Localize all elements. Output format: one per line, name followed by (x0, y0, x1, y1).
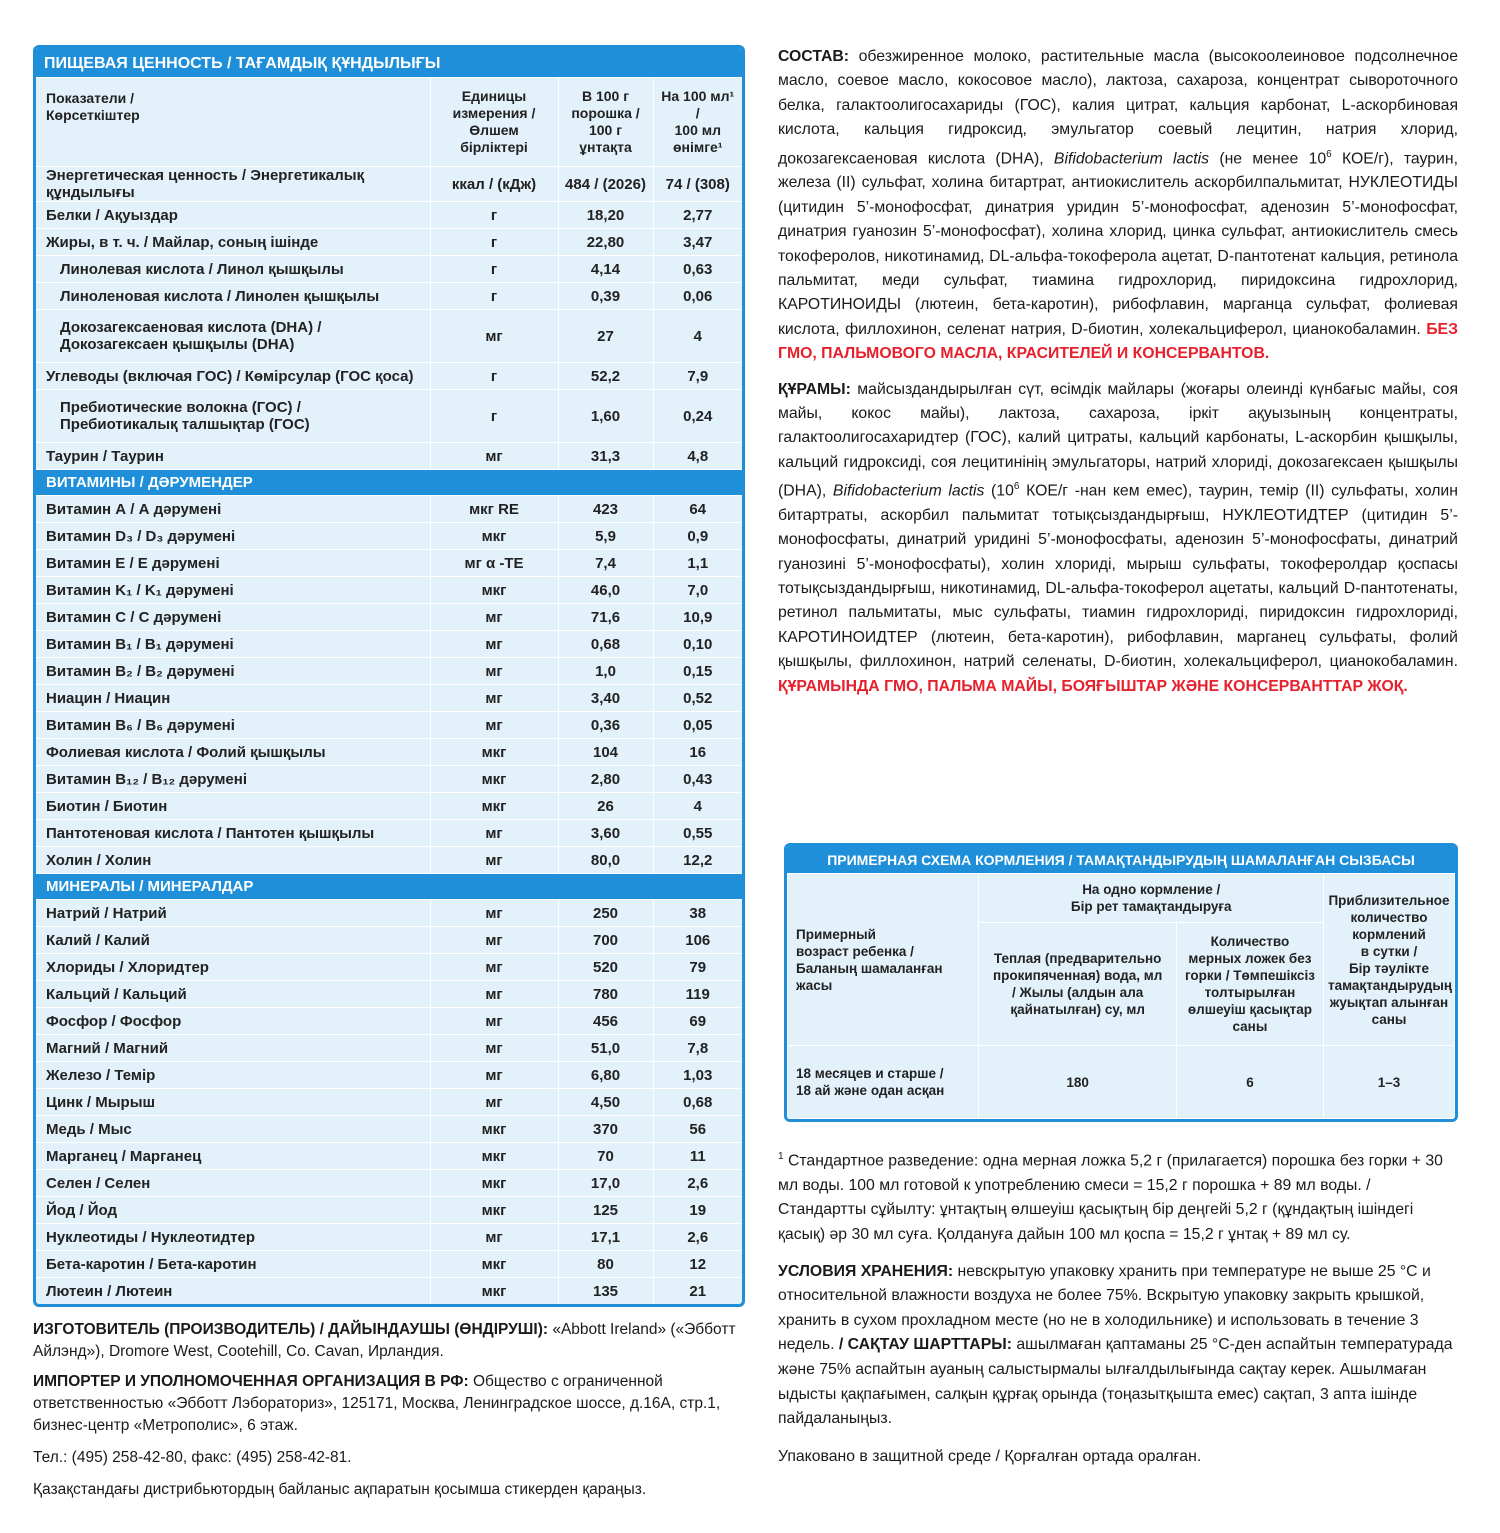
nutrient-unit: мг (430, 900, 558, 927)
nutrient-per-100ml: 7,8 (653, 1035, 742, 1062)
nutrition-row (36, 363, 742, 390)
nutrition-row (36, 900, 742, 927)
nutrition-row (36, 658, 742, 685)
nutrient-unit: мг α -TE (430, 550, 558, 577)
nutrient-name: Витамин B₆ / B₆ дәрумені (36, 712, 430, 739)
distributor-note: Қазақстандағы дистрибьютордың байланыс ақпаратын қосымша стикерден қараңыз. (33, 1481, 647, 1498)
nutrient-unit: мкг (430, 1197, 558, 1224)
nutrient-unit: г (430, 256, 558, 283)
nutrient-per-100ml: 12 (653, 1251, 742, 1278)
nutrient-name: Докозагексаеновая кислота (DHA) / Докозагексаен қышқылы (DHA) (36, 310, 430, 363)
nutrition-row (36, 1116, 742, 1143)
nutrient-per-100g: 26 (558, 793, 653, 820)
nutrient-per-100g: 520 (558, 954, 653, 981)
nutrient-unit: мкг RE (430, 496, 558, 523)
nutrient-per-100g: 52,2 (558, 363, 653, 390)
nutrient-per-100g: 17,0 (558, 1170, 653, 1197)
nutrient-per-100ml: 56 (653, 1116, 742, 1143)
nutrient-name: Холин / Холин (36, 847, 430, 874)
feeding-grid (787, 873, 1455, 1119)
nutrient-unit: мкг (430, 793, 558, 820)
nutrient-per-100ml: 79 (653, 954, 742, 981)
nutrient-name: Железо / Темір (36, 1062, 430, 1089)
nutrient-name: Селен / Селен (36, 1170, 430, 1197)
manufacturer-paragraph: ИЗГОТОВИТЕЛЬ (ПРОИЗВОДИТЕЛЬ) / ДАЙЫНДАУШЫ (ӨНДІРУШІ): «Abbott Ireland» («Эбботт Айлэнд»), Dromore West, Cootehill, Co. Cavan, Ирландия. (33, 1321, 736, 1360)
nutrition-title: ПИЩЕВАЯ ЦЕННОСТЬ / ТАҒАМДЫҚ ҚҰНДЫЛЫҒЫ (36, 48, 742, 77)
feeding-age-header: Примерный возраст ребенка / Баланың шамаланған жасы (788, 874, 979, 1046)
nutrient-per-100ml: 0,52 (653, 685, 742, 712)
nutrient-per-100ml: 0,63 (653, 256, 742, 283)
nutrition-row (36, 820, 742, 847)
nutrient-unit: мг (430, 981, 558, 1008)
nutrient-unit: мкг (430, 1143, 558, 1170)
nutrient-name: Углеводы (включая ГОС) / Көмірсулар (ГОС қоса) (36, 363, 430, 390)
nutrient-per-100ml: 0,9 (653, 523, 742, 550)
nutrient-per-100ml: 0,55 (653, 820, 742, 847)
nutrition-row (36, 1251, 742, 1278)
nutrition-row (36, 631, 742, 658)
nutrition-row (36, 739, 742, 766)
nutrient-unit: мг (430, 1062, 558, 1089)
nutrient-name: Пребиотические волокна (ГОС) / Пребиотикалық талшықтар (ГОС) (36, 390, 430, 443)
nutrient-per-100ml: 3,47 (653, 229, 742, 256)
feeding-header-row-1 (788, 874, 1455, 923)
nutrient-per-100g: 0,68 (558, 631, 653, 658)
nutrient-unit: мкг (430, 523, 558, 550)
nutrient-unit: мг (430, 443, 558, 470)
header-per-100g: В 100 г порошка / 100 г ұнтақта (558, 78, 653, 167)
nutrition-row (36, 229, 742, 256)
nutrition-row (36, 390, 742, 443)
nutrition-row (36, 712, 742, 739)
nutrient-per-100g: 456 (558, 1008, 653, 1035)
feeding-scoops-header: Количество мерных ложек без горки / Төмпешіксіз толтырылған өлшеуіш қасықтар саны (1176, 923, 1323, 1046)
nutrient-name: Витамин B₁₂ / B₁₂ дәрумені (36, 766, 430, 793)
nutrient-name: Витамин D₃ / D₃ дәрумені (36, 523, 430, 550)
nutrient-per-100ml: 1,03 (653, 1062, 742, 1089)
feeding-scoops: 6 (1176, 1046, 1323, 1119)
nutrient-name: Таурин / Таурин (36, 443, 430, 470)
nutrient-per-100ml: 106 (653, 927, 742, 954)
header-per-100ml: На 100 мл¹ / 100 мл өнімге¹ (653, 78, 742, 167)
nutrient-name: Цинк / Мырыш (36, 1089, 430, 1116)
nutrient-name: Йод / Йод (36, 1197, 430, 1224)
nutrient-per-100ml: 0,06 (653, 283, 742, 310)
nutrition-grid (36, 77, 742, 1304)
nutrient-name: Линолевая кислота / Линол қышқылы (36, 256, 430, 283)
nutrient-per-100ml: 64 (653, 496, 742, 523)
nutrition-row (36, 766, 742, 793)
nutrient-per-100g: 104 (558, 739, 653, 766)
contacts: Тел.: (495) 258-42-80, факс: (495) 258-42-81. (33, 1449, 352, 1466)
nutrient-per-100ml: 0,10 (653, 631, 742, 658)
nutrient-per-100g: 4,14 (558, 256, 653, 283)
nutrient-name: Калий / Калий (36, 927, 430, 954)
feeding-feeds-header: Приблизительное количество кормлений в сутки / Бір тәулікте тамақтандырудың жуықтап алынған саны (1324, 874, 1455, 1046)
feeding-title: ПРИМЕРНАЯ СХЕМА КОРМЛЕНИЯ / ТАМАҚТАНДЫРУДЫҢ ШАМАЛАНҒАН СЫЗБАСЫ (787, 846, 1455, 873)
nutrient-name: Биотин / Биотин (36, 793, 430, 820)
nutrition-row (36, 1224, 742, 1251)
nutrient-per-100g: 80 (558, 1251, 653, 1278)
nutrient-unit: мг (430, 310, 558, 363)
nutrient-unit: г (430, 283, 558, 310)
nutrient-unit: мг (430, 954, 558, 981)
nutrient-per-100ml: 21 (653, 1278, 742, 1305)
nutrient-per-100g: 4,50 (558, 1089, 653, 1116)
nutrient-unit: мкг (430, 1170, 558, 1197)
nutrition-table (33, 45, 745, 1307)
nutrient-unit: ккал / (кДж) (430, 167, 558, 202)
nutrient-per-100ml: 19 (653, 1197, 742, 1224)
packed-note: Упаковано в защитной среде / Қорғалған ортада оралған. (778, 1447, 1202, 1465)
nutrient-name: Витамин B₁ / B₁ дәрумені (36, 631, 430, 658)
nutrient-name: Медь / Мыс (36, 1116, 430, 1143)
nutrition-row (36, 550, 742, 577)
nutrient-unit: г (430, 202, 558, 229)
nutrient-per-100g: 51,0 (558, 1035, 653, 1062)
nutrient-per-100g: 7,4 (558, 550, 653, 577)
nutrient-per-100g: 125 (558, 1197, 653, 1224)
nutrient-name: Пантотеновая кислота / Пантотен қышқылы (36, 820, 430, 847)
nutrient-unit: мг (430, 820, 558, 847)
nutrient-per-100g: 5,9 (558, 523, 653, 550)
nutrition-row (36, 202, 742, 229)
nutrient-per-100g: 18,20 (558, 202, 653, 229)
nutrient-unit: мг (430, 1008, 558, 1035)
nutrient-per-100g: 2,80 (558, 766, 653, 793)
nutrient-unit: мг (430, 1035, 558, 1062)
nutrient-per-100ml: 74 / (308) (653, 167, 742, 202)
nutrient-per-100g: 22,80 (558, 229, 653, 256)
nutrient-unit: мг (430, 604, 558, 631)
nutrient-per-100g: 46,0 (558, 577, 653, 604)
nutrient-per-100g: 0,39 (558, 283, 653, 310)
feeding-scheme (784, 843, 1458, 1122)
nutrition-row (36, 1143, 742, 1170)
nutrient-name: Натрий / Натрий (36, 900, 430, 927)
nutrition-row (36, 685, 742, 712)
nutrition-row (36, 847, 742, 874)
nutrition-header-row (36, 78, 742, 167)
nutrient-name: Фолиевая кислота / Фолий қышқылы (36, 739, 430, 766)
nutrient-name: Жиры, в т. ч. / Майлар, соның ішінде (36, 229, 430, 256)
nutrition-row (36, 1278, 742, 1305)
manufacturer-info (33, 1319, 745, 1501)
nutrient-per-100ml: 7,9 (653, 363, 742, 390)
nutrition-row (36, 523, 742, 550)
nutrition-row (36, 283, 742, 310)
importer-paragraph: ИМПОРТЕР И УПОЛНОМОЧЕННАЯ ОРГАНИЗАЦИЯ В РФ: Общество с ограниченной ответственностью «Эбботт Лэбораториз», 125171, Москва, Ленинградское шоссе, д.16А, стр.1, бизнес-центр «Метрополис», 6 этаж. (33, 1373, 721, 1434)
nutrient-per-100g: 1,60 (558, 390, 653, 443)
nutrient-per-100g: 70 (558, 1143, 653, 1170)
nutrition-row (36, 981, 742, 1008)
nutrient-per-100ml: 0,43 (653, 766, 742, 793)
nutrient-per-100ml: 0,24 (653, 390, 742, 443)
nutrient-per-100ml: 2,77 (653, 202, 742, 229)
nutrition-row (36, 496, 742, 523)
nutrient-per-100ml: 0,68 (653, 1089, 742, 1116)
nutrient-per-100g: 27 (558, 310, 653, 363)
nutrient-name: Марганец / Марганец (36, 1143, 430, 1170)
nutrient-per-100g: 250 (558, 900, 653, 927)
nutrient-unit: г (430, 363, 558, 390)
nutrient-name: Фосфор / Фосфор (36, 1008, 430, 1035)
storage-conditions: УСЛОВИЯ ХРАНЕНИЯ: невскрытую упаковку хранить при температуре не выше 25 °С и относительной влажности воздуха не более 75%. Вскрытую упаковку закрыть крышкой, хранить в сухом прохладном месте (но не в холодильнике) и использовать в течение 3 недель. / САҚТАУ ШАРТТАРЫ: ашылмаған қаптаманы 25 °С-ден аспайтын температурада және 75% аспайтын ауаның салыстырмалы ылғалдылығында сақтау керек. Ашылмаған ыдысты қақпағымен, салқын құрғақ орында (тоңазытқышта емес) сақтап, 3 апта ішінде пайдаланыңыз. (778, 1262, 1453, 1428)
nutrient-name: Магний / Магний (36, 1035, 430, 1062)
nutrient-name: Витамин А / А дәрумені (36, 496, 430, 523)
nutrient-unit: г (430, 229, 558, 256)
composition-ru-warning: БЕЗ ГМО, ПАЛЬМОВОГО МАСЛА, КРАСИТЕЛЕЙ И КОНСЕРВАНТОВ. (778, 320, 1458, 363)
nutrient-per-100ml: 0,15 (653, 658, 742, 685)
vitamins-section (36, 470, 742, 496)
nutrition-row (36, 577, 742, 604)
nutrient-per-100ml: 1,1 (653, 550, 742, 577)
nutrient-name: Линоленовая кислота / Линолен қышқылы (36, 283, 430, 310)
header-units: Единицы измерения / Өлшем бірліктері (430, 78, 558, 167)
nutrient-per-100g: 3,60 (558, 820, 653, 847)
nutrient-per-100g: 0,36 (558, 712, 653, 739)
composition-kz-warning: ҚҰРАМЫНДА ГМО, ПАЛЬМА МАЙЫ, БОЯҒЫШТАР ЖӘНЕ КОНСЕРВАНТТАР ЖОҚ. (778, 677, 1408, 695)
nutrient-unit: мг (430, 927, 558, 954)
nutrient-name: Витамин B₂ / B₂ дәрумені (36, 658, 430, 685)
nutrient-unit: г (430, 390, 558, 443)
nutrition-row (36, 167, 742, 202)
nutrition-row (36, 604, 742, 631)
minerals-section-title: МИНЕРАЛЫ / МИНЕРАЛДАР (36, 874, 742, 900)
nutrient-unit: мкг (430, 766, 558, 793)
nutrient-unit: мг (430, 685, 558, 712)
composition-kz: ҚҰРАМЫ: майсыздандырылған сүт, өсімдік майлары (жоғары олеинді күнбағыс майы, соя майы, кокос майы), лактоза, сахароза, іркіт ақуызының концентраты, галактоолигосахаридтер (ГОС), калий цитраты, кальций карбонаты, L-аскорбин қышқылы, кальций гидроксиді, соя лецитинінің эмульгаторы, натрий хлориді, докозагексаен қышқылы (DHA), Bifidobacterium lactis ($10^6$ КОЕ/г -нан кем емес), таурин, темір (II) сульфаты, холин битартраты, аскорбил пальмитат тотықсыздандырғыш, НУКЛЕОТИДТЕР (цитидин 5’-монофосфаты, динатрий уридині 5’-монофосфаты, аденозин 5’-монофосфаты, динатрий гуанозині 5’-монофосфаты), холин хлориді, мырыш сульфаты, токоферолдар қоспасы тотықсыздандырғыш, никотинамид, DL-альфа-токоферол ацетаты, кальций D-пантотенаты, ретинол пальмитаты, мыс сульфаты, тиамин гидрохлориді, пиридоксин гидрохлориді, КАРОТИНОИДТЕР (лютеин, бета-каротин), рибофлавин, марганец сульфаты, фолий қышқылы, филлохинон, натрий селенаты, D-биотин, холекальциферол, цианокобаламин. ҚҰРАМЫНДА ГМО, ПАЛЬМА МАЙЫ, БОЯҒЫШТАР ЖӘНЕ КОНСЕРВАНТТАР ЖОҚ. (778, 380, 1458, 695)
nutrient-unit: мкг (430, 739, 558, 766)
nutrient-per-100g: 423 (558, 496, 653, 523)
nutrient-name: Хлориды / Хлоридтер (36, 954, 430, 981)
nutrition-row (36, 954, 742, 981)
feeding-water-header: Теплая (предварительно прокипяченная) вода, мл / Жылы (алдын ала қайнатылған) су, мл (979, 923, 1176, 1046)
nutrient-per-100ml: 12,2 (653, 847, 742, 874)
left-column (33, 45, 745, 1501)
nutrient-per-100g: 17,1 (558, 1224, 653, 1251)
nutrient-per-100ml: 38 (653, 900, 742, 927)
nutrient-name: Энергетическая ценность / Энергетикалық құндылығы (36, 167, 430, 202)
feeding-data-row (788, 1046, 1455, 1119)
nutrient-per-100ml: 4 (653, 310, 742, 363)
nutrient-unit: мг (430, 712, 558, 739)
nutrient-per-100ml: 0,05 (653, 712, 742, 739)
nutrient-unit: мг (430, 847, 558, 874)
nutrient-per-100g: 31,3 (558, 443, 653, 470)
nutrient-per-100ml: 10,9 (653, 604, 742, 631)
nutrition-row (36, 1035, 742, 1062)
nutrient-per-100g: 780 (558, 981, 653, 1008)
nutrient-unit: мкг (430, 577, 558, 604)
nutrient-unit: мг (430, 1089, 558, 1116)
nutrient-per-100g: 484 / (2026) (558, 167, 653, 202)
nutrient-per-100g: 1,0 (558, 658, 653, 685)
nutrient-per-100ml: 11 (653, 1143, 742, 1170)
footnote: $^1$ Стандартное разведение: одна мерная ложка 5,2 г (прилагается) порошка без горки + 30 мл воды. 100 мл готовой к употреблению смеси = 15,2 г порошка + 89 мл воды. / Стандартты сұйылту: ұнтақтың өлшеуіш қасықтың бір деңгейі 5,2 г (құндақтың ішіндегі қасық) әр 30 мл суға. Қолдануға дайын 100 мл қоспа = 15,2 г ұнтақ + 89 мл су. (778, 1151, 1443, 1244)
nutrient-unit: мг (430, 631, 558, 658)
nutrient-name: Белки / Ақуыздар (36, 202, 430, 229)
nutrition-row (36, 443, 742, 470)
nutrient-per-100ml: 2,6 (653, 1170, 742, 1197)
nutrition-row (36, 310, 742, 363)
nutrient-unit: мкг (430, 1251, 558, 1278)
feeding-water: 180 (979, 1046, 1176, 1119)
nutrient-per-100ml: 16 (653, 739, 742, 766)
nutrition-row (36, 1089, 742, 1116)
nutrient-name: Бета-каротин / Бета-каротин (36, 1251, 430, 1278)
nutrition-row (36, 1008, 742, 1035)
nutrient-unit: мг (430, 1224, 558, 1251)
minerals-section (36, 874, 742, 900)
nutrient-unit: мкг (430, 1278, 558, 1305)
nutrition-row (36, 256, 742, 283)
nutrition-row (36, 927, 742, 954)
nutrient-unit: мг (430, 658, 558, 685)
header-indicators: Показатели / Көрсеткіштер (36, 78, 430, 167)
nutrient-per-100ml: 4 (653, 793, 742, 820)
nutrient-name: Нуклеотиды / Нуклеотидтер (36, 1224, 430, 1251)
nutrient-per-100g: 80,0 (558, 847, 653, 874)
nutrient-per-100ml: 2,6 (653, 1224, 742, 1251)
nutrient-per-100g: 700 (558, 927, 653, 954)
nutrient-unit: мкг (430, 1116, 558, 1143)
nutrient-name: Ниацин / Ниацин (36, 685, 430, 712)
composition-ru: СОСТАВ: обезжиренное молоко, растительные масла (высокоолеиновое подсолнечное масло, соевое масло, кокосовое масло), лактоза, сахароза, концентрат сывороточного белка, галактоолигосахариды (ГОС), калия цитрат, кальция карбонат, L-аскорбиновая кислота, кальция гидроксид, эмульгатор соевый лецитин, натрия хлорид, докозагексаеновая кислота (DHA), Bifidobacterium lactis (не менее $10^6$ КОЕ/г), таурин, железа (II) сульфат, холина битартрат, антиокислитель аскорбилпальмитат, НУКЛЕОТИДЫ (цитидин 5’-монофосфат, динатрия уридин 5’-монофосфат, аденозин 5’-монофосфат, динатрия гуанозин 5’-монофосфат), холина хлорид, цинка сульфат, антиокислитель смесь токоферолов, никотинамид, DL-альфа-токоферола ацетат, D-пантотенат кальция, ретинола пальмитат, меди сульфат, тиамина гидрохлорид, пиридоксина гидрохлорид, КАРОТИНОИДЫ (лютеин, бета-каротин), рибофлавин, марганца сульфат, фолиевая кислота, филлохинон, селенат натрия, D-биотин, холекальциферол, цианокобаламин. БЕЗ ГМО, ПАЛЬМОВОГО МАСЛА, КРАСИТЕЛЕЙ И КОНСЕРВАНТОВ. (778, 48, 1458, 363)
nutrition-row (36, 1170, 742, 1197)
right-column (778, 45, 1458, 699)
nutrient-per-100ml: 4,8 (653, 443, 742, 470)
feeding-per-feed-header: На одно кормление / Бір рет тамақтандыруға (979, 874, 1324, 923)
nutrient-per-100ml: 69 (653, 1008, 742, 1035)
nutrition-row (36, 1062, 742, 1089)
feeding-age: 18 месяцев и старше / 18 ай және одан асқан (788, 1046, 979, 1119)
vitamins-section-title: ВИТАМИНЫ / ДӘРУМЕНДЕР (36, 470, 742, 496)
feeding-feeds: 1–3 (1324, 1046, 1455, 1119)
nutrient-per-100ml: 7,0 (653, 577, 742, 604)
nutrient-name: Витамин K₁ / K₁ дәрумені (36, 577, 430, 604)
nutrient-name: Кальций / Кальций (36, 981, 430, 1008)
nutrition-row (36, 1197, 742, 1224)
nutrient-per-100ml: 119 (653, 981, 742, 1008)
nutrient-per-100g: 6,80 (558, 1062, 653, 1089)
nutrient-per-100g: 370 (558, 1116, 653, 1143)
nutrient-per-100g: 135 (558, 1278, 653, 1305)
nutrient-name: Витамин С / С дәрумені (36, 604, 430, 631)
nutrient-name: Витамин Е / Е дәрумені (36, 550, 430, 577)
nutrient-name: Лютеин / Лютеин (36, 1278, 430, 1305)
nutrient-per-100g: 3,40 (558, 685, 653, 712)
nutrition-row (36, 793, 742, 820)
nutrient-per-100g: 71,6 (558, 604, 653, 631)
bottom-right-notes (778, 1145, 1456, 1469)
